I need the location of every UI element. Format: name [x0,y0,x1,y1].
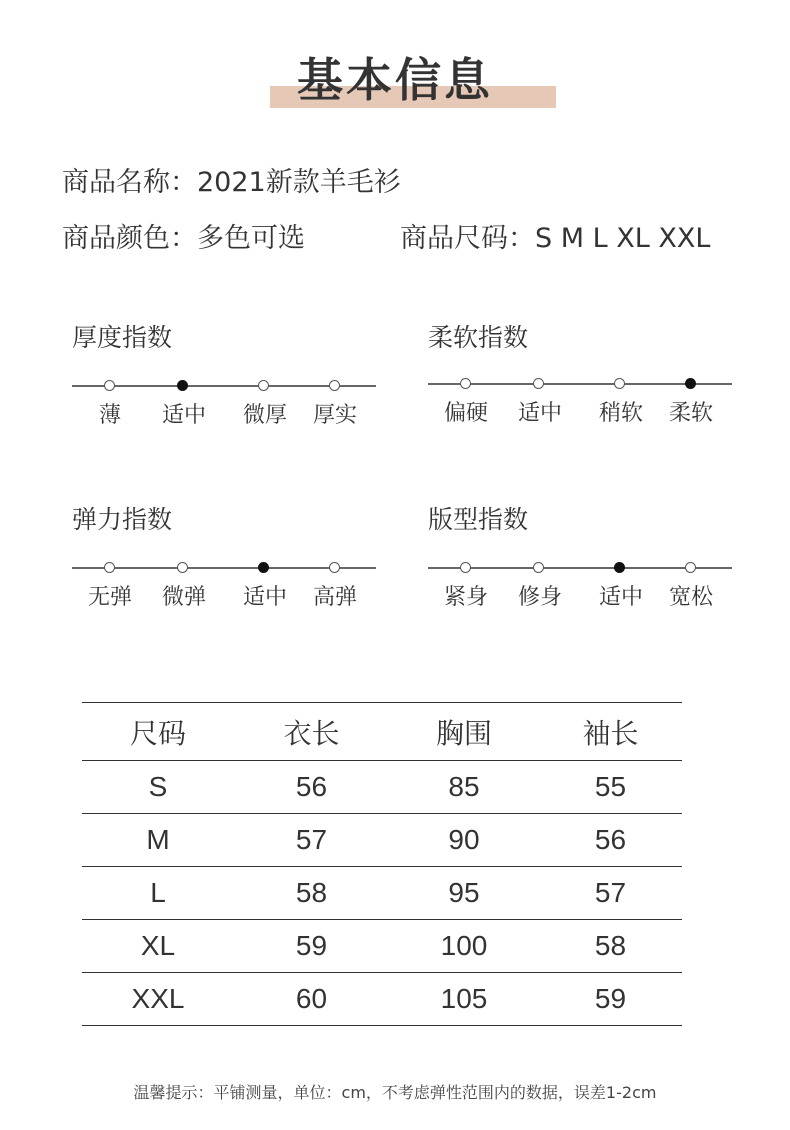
softness-scale [428,378,732,438]
cell-length: 59 [234,920,389,973]
product-sizes: 商品尺码：S M L XL XXL [400,223,711,254]
scale-dot [258,380,269,391]
header-size: 尺码 [82,703,234,761]
cell-size: XL [82,920,234,973]
scale-dot [460,562,471,573]
scale-label: 偏硬 [443,401,488,426]
cell-size: M [82,814,234,867]
scale-label: 稍软 [598,401,643,426]
header-length: 衣长 [234,703,389,761]
table-header-row [82,703,682,761]
scale-dot [329,562,340,573]
scale-dot [685,562,696,573]
cell-length: 56 [234,761,389,814]
scale-label: 高弹 [312,585,357,610]
table-row [82,867,682,920]
scale-dot [177,562,188,573]
table-row [82,761,682,814]
scale-dot [533,378,544,389]
scale-dot [460,378,471,389]
cell-length: 57 [234,814,389,867]
cell-chest: 85 [389,761,539,814]
product-color: 商品颜色：多色可选 [62,223,305,254]
section-header [0,40,790,120]
cell-chest: 95 [389,867,539,920]
scale-label: 厚实 [312,403,357,428]
cell-size: S [82,761,234,814]
scale-label-selected: 适中 [161,403,206,428]
scale-dot [104,562,115,573]
elasticity-index-title: 弹力指数 [72,505,173,534]
header-sleeve: 袖长 [539,703,682,761]
scale-label-selected: 适中 [242,585,287,610]
scale-dot-selected [685,378,696,389]
cell-chest: 105 [389,973,539,1026]
measurement-note: 温馨提示：平铺测量，单位：cm，不考虑弹性范围内的数据，误差1-2cm [133,1083,657,1102]
scale-label-selected: 柔软 [668,401,713,426]
scale-dot [329,380,340,391]
product-name: 商品名称：2021新款羊毛衫 [62,167,401,198]
scale-dot-selected [614,562,625,573]
scale-dot-selected [258,562,269,573]
scale-dot [533,562,544,573]
page-title: 基本信息 [297,53,493,107]
scale-dot [614,378,625,389]
cell-sleeve: 57 [539,867,682,920]
header-chest: 胸围 [389,703,539,761]
thickness-index-title: 厚度指数 [72,323,173,352]
scale-label: 无弹 [87,585,132,610]
softness-index-title: 柔软指数 [428,323,529,352]
cell-length: 58 [234,867,389,920]
cell-sleeve: 58 [539,920,682,973]
table-row [82,973,682,1026]
table-row [82,814,682,867]
scale-label: 适中 [517,401,562,426]
scale-label-selected: 适中 [598,585,643,610]
elasticity-scale [72,562,376,622]
cell-size: L [82,867,234,920]
table-row [82,920,682,973]
cell-sleeve: 59 [539,973,682,1026]
scale-label: 薄 [98,403,121,428]
thickness-scale [72,380,376,440]
scale-label: 宽松 [668,585,713,610]
cell-sleeve: 56 [539,814,682,867]
cell-sleeve: 55 [539,761,682,814]
cell-size: XXL [82,973,234,1026]
cell-chest: 100 [389,920,539,973]
cell-length: 60 [234,973,389,1026]
scale-dot-selected [177,380,188,391]
fit-index-title: 版型指数 [428,505,529,534]
scale-label: 微厚 [242,403,287,428]
size-table [82,702,682,1026]
cell-chest: 90 [389,814,539,867]
fit-scale [428,562,732,622]
scale-label: 紧身 [443,585,488,610]
scale-label: 修身 [517,585,562,610]
scale-label: 微弹 [161,585,206,610]
scale-dot [104,380,115,391]
